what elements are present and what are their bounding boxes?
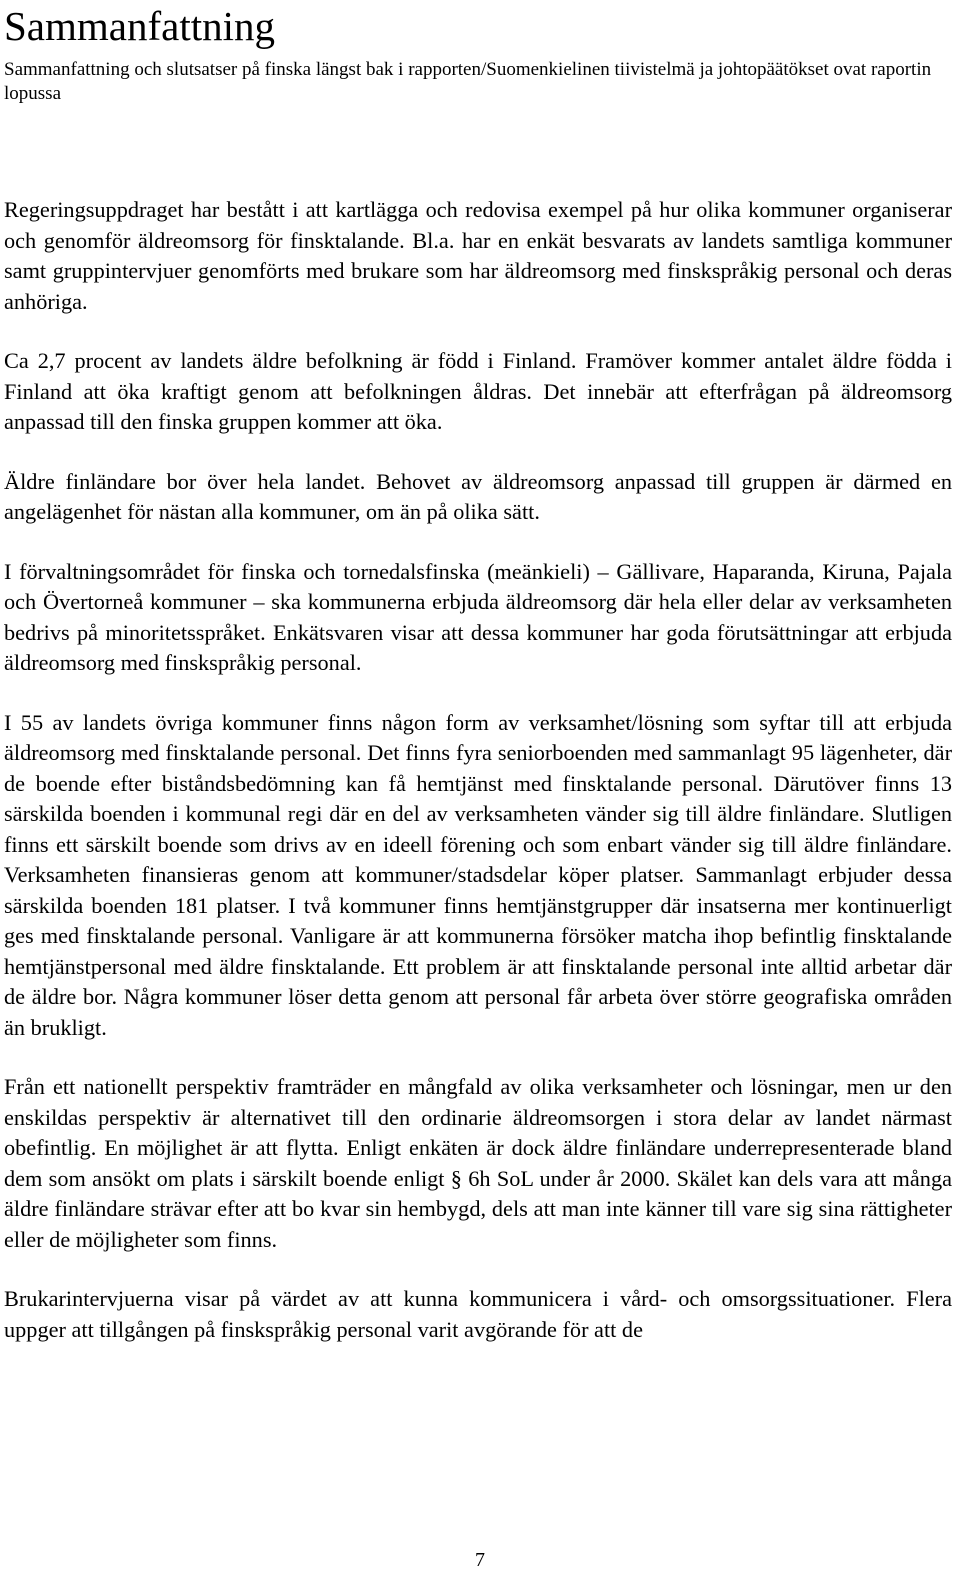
paragraph-6: Från ett nationellt perspektiv framträder en mångfald av olika verksamheter och lösningar, men ur den enskildas perspektiv är alternativet till den ordinarie äldreomsorgen i stora delar av landet närmast obefintlig. En möjlighet är att flytta. Enligt enkäten är dock äldre finländare underrepresenterade bland dem som ansökt om plats i särskilt boende enligt § 6h SoL under år 2000. Skälet kan dels vara att många äldre finländare strävar efter att bo kvar sin hembygd, dels att man inte känner till vare sig sina rättigheter eller de möjligheter som finns. <box>4 1074 952 1252</box>
document-page <box>4 0 952 1374</box>
paragraph-7: Brukarintervjuerna visar på värdet av att kunna kommunicera i vård- och omsorgssituationer. Flera uppger att tillgången på finskspråkig personal varit avgörande för att de <box>4 1286 952 1342</box>
page-title: Sammanfattning <box>4 3 276 49</box>
paragraph-4: I förvaltningsområdet för finska och tornedalsfinska (meänkieli) – Gällivare, Haparanda, Kiruna, Pajala och Övertorneå kommuner – ska kommunerna erbjuda äldreomsorg där hela eller delar av verksamheten bedrivs på minoritetsspråket. Enkätsvaren visar att dessa kommuner har goda förutsättningar att erbjuda äldreomsorg med finskspråkig personal. <box>4 558 952 675</box>
paragraph-5: I 55 av landets övriga kommuner finns någon form av verksamhet/lösning som syftar till att erbjuda äldreomsorg med finsktalande personal. Det finns fyra seniorboenden med sammanlagt 95 lägenheter, där de boende efter biståndsbedömning kan få hemtjänst med finsktalande personal. Därutöver finns 13 särskilda boenden i kommunal regi där en del av verksamheten vänder sig till äldre finländare. Slutligen finns ett särskilt boende som drivs av en ideell förening och som enbart vänder sig till äldre finländare. Verksamheten finansieras genom att kommuner/stadsdelar köper platser. Sammanlagt erbjuder dessa särskilda boenden 181 platser. I två kommuner finns hemtjänstgrupper där insatserna mer kontinuerligt ges med finsktalande personal. Vanligare är att kommunerna försöker matcha ihop befintlig finsktalande hemtjänstpersonal med äldre finsktalande. Ett problem är att finsktalande personal inte alltid arbetar där de äldre bor. Några kommuner löser detta genom att personal får arbeta över större geografiska områden än brukligt. <box>4 709 952 1040</box>
paragraph-3: Äldre finländare bor över hela landet. Behovet av äldreomsorg anpassad till gruppen är därmed en angelägenhet för nästan alla kommuner, om än på olika sätt. <box>4 468 952 524</box>
page-subtitle: Sammanfattning och slutsatser på finska längst bak i rapporten/Suomenkielinen tiivistelmä ja johtopäätökset ovat raportin lopussa <box>4 59 932 104</box>
body-text <box>4 195 952 1345</box>
page-number: 7 <box>475 1549 485 1571</box>
paragraph-2: Ca 2,7 procent av landets äldre befolkning är född i Finland. Framöver kommer antalet äldre födda i Finland att öka kraftigt genom att befolkningen åldras. Det innebär att efterfrågan på äldreomsorg anpassad till den finska gruppen kommer att öka. <box>4 348 952 434</box>
paragraph-1: Regeringsuppdraget har bestått i att kartlägga och redovisa exempel på hur olika kommuner organiserar och genomför äldreomsorg för finsktalande. Bl.a. har en enkät besvarats av landets samtliga kommuner samt gruppintervjuer genomförts med brukare som har äldreomsorg med finskspråkig personal och deras anhöriga. <box>4 197 952 314</box>
